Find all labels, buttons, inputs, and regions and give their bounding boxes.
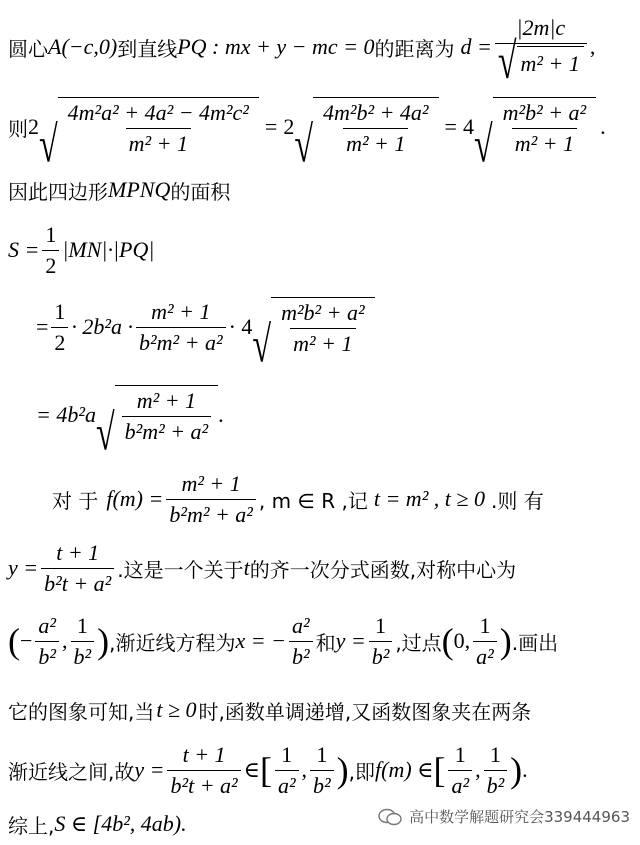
line-12: 综上, S ∈ [4b², 4ab). — [8, 811, 187, 838]
line-8: y = $\frac{t + 1}{\text{b²t + a²}}$ .这是一个关于 t 的齐一次分式函数,对称中心为 — [8, 539, 517, 596]
line-3: 因此四边形 MPNQ 的面积 — [8, 177, 231, 204]
math-line: PQ : mx + y − mc = 0 — [177, 34, 375, 59]
math-center: A(−c,0) — [48, 34, 118, 59]
text: 则 — [8, 116, 28, 141]
watermark-text: 高中数学解题研究会339444963 — [409, 808, 630, 826]
text: 到直线 — [117, 36, 178, 61]
line-7: 对 于 f(m) = $\frac{\text{m² + 1}}{\text{b²m² + a²}}$ , m ∈ R ,记 t = m² , t ≥ 0 .则 有 — [52, 470, 544, 527]
line-2: 则 2 √ $\frac{\text{4m²a² + 4a² − 4m²c²}}{\text{m² + 1}}$ = 2 √ $\frac{\text{4m²b² + 4a²}}{\text{m² + 1}}$ = 4 √ $\frac{\text{m²b² + a²}}{\text{m² + 1}}$ . — [8, 92, 640, 162]
line-1: 圆心 A(−c,0) 到直线 PQ : mx + y − mc = 0 的距离为 d = |2m|c √ m² + 1 , — [8, 14, 596, 90]
line-5: = $\frac{1}{2}$ · 2b²a · $\frac{\text{m² + 1}}{\text{b²m² + a²}}$ · 4 √ $\frac{\text{m²b² + a²}}{\text{m² + 1}}$ — [36, 292, 640, 362]
distance-fraction: |2m|c √ m² + 1 — [495, 15, 587, 80]
line-6: = 4b²a √ $\frac{\text{m² + 1}}{\text{b²m² + a²}}$ . — [36, 380, 640, 450]
line-4: S = $\frac{1}{2}$ |MN|·|PQ| — [8, 221, 155, 278]
line-11: 渐近线之间,故 y = $\frac{t + 1}{\text{b²t + a²}}$ ∈ [ $\frac{1}{\text{a²}}$ , $\frac{1}{\text{b²}}$ ) ,即 f(m) ∈ [ $\frac{1}{\text{a²}}$ , $\frac{1}{\text{b²}}$ ) . — [8, 741, 528, 798]
math-d: d = — [460, 34, 492, 59]
text: 的距离为 — [374, 36, 455, 61]
sqrt: √ m² + 1 — [495, 43, 587, 80]
watermark — [377, 806, 630, 827]
line-10: 它的图象可知,当 t ≥ 0 时,函数单调递增,又函数图象夹在两条 — [8, 697, 532, 724]
wechat-icon — [377, 807, 403, 827]
text: 圆心 — [8, 36, 48, 61]
line-9: ( − $\frac{\text{a²}}{\text{b²}}$ , $\frac{1}{\text{b²}}$ ) ,渐近线方程为 x = − $\frac{\text{a²}}{\text{b²}}$ 和 y = $\frac{1}{\text{b²}}$ ,过点 ( 0, $\frac{1}{\text{a²}}$ ) .画出 — [8, 612, 559, 669]
